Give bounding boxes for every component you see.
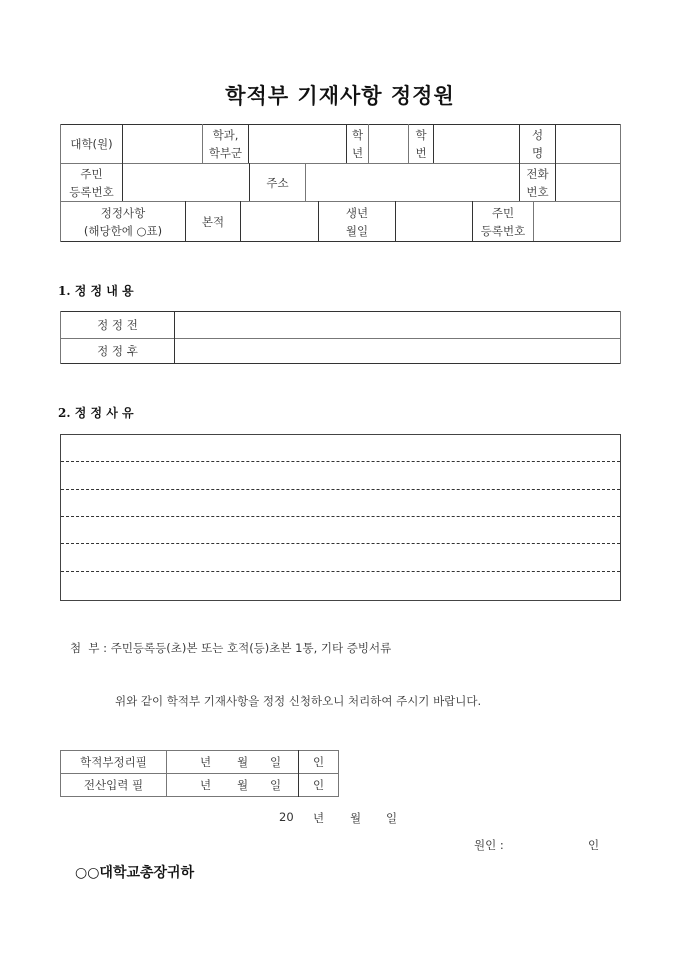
after-correction-field[interactable] bbox=[175, 339, 620, 363]
year-unit: 년 bbox=[200, 778, 212, 792]
correction-item-label-line2: (해당한에 ○표) bbox=[83, 223, 163, 238]
department-field[interactable] bbox=[249, 125, 346, 163]
document-title: 학적부 기재사항 정정원 bbox=[225, 83, 455, 108]
correction-resident-number-label-line2: 등록번호 bbox=[480, 223, 526, 238]
table-border-right bbox=[620, 311, 621, 364]
name-label bbox=[520, 125, 555, 163]
resident-number-mark-field[interactable] bbox=[534, 202, 620, 241]
before-correction-label-text: 정 정 전 bbox=[97, 318, 138, 332]
domicile-mark-field[interactable] bbox=[241, 202, 318, 241]
century-text: 20 bbox=[279, 810, 294, 824]
address-label-text: 주소 bbox=[266, 175, 289, 190]
day-unit: 일 bbox=[270, 755, 282, 769]
table-border-bottom bbox=[60, 241, 621, 242]
birthdate-label-line1: 생년 bbox=[345, 205, 369, 220]
phone-field[interactable] bbox=[556, 164, 620, 201]
table-border-right bbox=[620, 124, 621, 242]
student-number-field[interactable] bbox=[434, 125, 519, 163]
resident-number-label-line1: 주민 bbox=[80, 166, 103, 181]
birthdate-label[interactable] bbox=[319, 202, 395, 241]
after-correction-label bbox=[61, 339, 174, 363]
correction-resident-number-label-line1: 주민 bbox=[491, 205, 515, 220]
address-field[interactable] bbox=[306, 164, 519, 201]
before-correction-label bbox=[61, 312, 174, 338]
year-unit: 년 bbox=[200, 755, 212, 769]
table-border-right bbox=[338, 750, 339, 797]
name-label-line1: 성 bbox=[531, 128, 544, 142]
year-label-line1: 학 bbox=[351, 128, 364, 142]
birthdate-mark-field[interactable] bbox=[396, 202, 472, 241]
data-entry-seal[interactable] bbox=[299, 774, 338, 796]
data-entry-label bbox=[61, 774, 166, 796]
resident-number-field[interactable] bbox=[123, 164, 249, 201]
address-label bbox=[250, 164, 305, 201]
before-correction-field[interactable] bbox=[175, 312, 620, 338]
domicile-label-text: 본적 bbox=[201, 214, 225, 229]
month-unit: 월 bbox=[237, 755, 249, 769]
record-update-label-text: 학적부정리필 bbox=[80, 755, 147, 769]
record-update-label bbox=[61, 751, 166, 773]
college-label-text: 대학(원) bbox=[70, 137, 113, 151]
correction-item-label-line1: 정정사항 bbox=[100, 205, 146, 220]
resident-number-label bbox=[61, 164, 122, 201]
phone-label-line2: 번호 bbox=[526, 184, 549, 199]
phone-label-line1: 전화 bbox=[526, 166, 549, 181]
ruled-line bbox=[61, 571, 620, 572]
day-unit: 일 bbox=[386, 811, 398, 825]
year-label bbox=[347, 125, 368, 163]
seal-text: 인 bbox=[312, 778, 325, 792]
ruled-line bbox=[61, 543, 620, 544]
ruled-line bbox=[61, 516, 620, 517]
correction-resident-number-label[interactable] bbox=[473, 202, 533, 241]
month-unit: 월 bbox=[350, 811, 362, 825]
seal-text: 인 bbox=[312, 755, 325, 769]
section1-heading: 1. 정 정 내 용 bbox=[58, 284, 134, 298]
applicant-seal: 인 bbox=[588, 838, 600, 852]
department-label bbox=[203, 125, 248, 163]
record-update-seal[interactable] bbox=[299, 751, 338, 773]
table-border-bottom bbox=[60, 363, 621, 364]
student-number-label-line1: 학 bbox=[415, 128, 427, 142]
name-label-line2: 명 bbox=[531, 146, 544, 160]
applicant-label: 원인 : bbox=[474, 838, 504, 852]
ruled-line bbox=[61, 461, 620, 462]
birthdate-label-line2: 월일 bbox=[345, 223, 369, 238]
year-field[interactable] bbox=[369, 125, 408, 163]
department-label-line2: 학부군 bbox=[208, 146, 243, 160]
year-unit: 년 bbox=[313, 811, 325, 825]
department-label-line1: 학과, bbox=[212, 128, 239, 142]
name-field[interactable] bbox=[556, 125, 620, 163]
domicile-label[interactable] bbox=[186, 202, 240, 241]
correction-item-label bbox=[61, 202, 185, 241]
day-unit: 일 bbox=[270, 778, 282, 792]
student-number-label bbox=[409, 125, 433, 163]
ruled-line bbox=[61, 489, 620, 490]
request-sentence: 위와 같이 학적부 기재사항을 정정 신청하오니 처리하여 주시기 바랍니다. bbox=[115, 694, 482, 708]
year-label-line2: 년 bbox=[351, 146, 364, 160]
student-number-label-line2: 번 bbox=[415, 146, 427, 160]
attachment-note: 첨 부 : 주민등록등(초)본 또는 호적(등)초본 1통, 기타 증빙서류 bbox=[70, 641, 392, 655]
college-field[interactable] bbox=[123, 125, 202, 163]
month-unit: 월 bbox=[237, 778, 249, 792]
addressee: ○○대학교총장귀하 bbox=[75, 865, 195, 881]
record-update-date[interactable] bbox=[167, 751, 298, 773]
college-label bbox=[61, 125, 122, 163]
data-entry-label-text: 전산입력 필 bbox=[83, 778, 144, 792]
data-entry-date[interactable] bbox=[167, 774, 298, 796]
resident-number-label-line2: 등록번호 bbox=[69, 184, 114, 199]
correction-reason-textarea[interactable] bbox=[60, 434, 621, 601]
phone-label bbox=[520, 164, 555, 201]
section2-heading: 2. 정 정 사 유 bbox=[58, 406, 134, 420]
after-correction-label-text: 정 정 후 bbox=[97, 344, 138, 358]
